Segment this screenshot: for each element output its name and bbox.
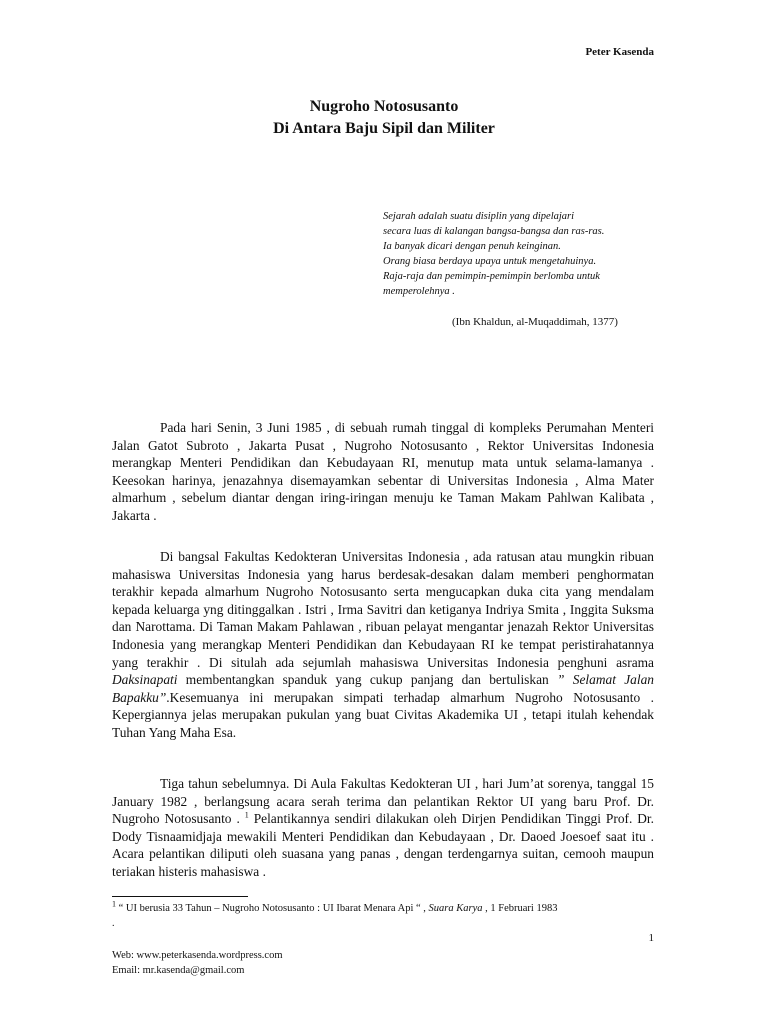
document-title xyxy=(0,96,768,140)
title-line-2: Di Antara Baju Sipil dan Militer xyxy=(273,120,495,137)
paragraph-3 xyxy=(112,775,654,881)
paragraph-text xyxy=(112,548,654,742)
paragraph-text: Pada hari Senin, 3 Juni 1985 , di sebuah rumah tinggal di kompleks Perumahan Menteri Jalan Gatot Subroto , Jakarta Pusat , Nugroho Notosusanto , Rektor Universitas Indonesia merangkap Menteri Pendidikan dan Kebudayaan RI, menutup mata untuk selama-lamanya . Keesokan harinya, jenazahnya disemayamkan sebentar di Universitas Indonesia , Alma Mater almarhum , sebelum diantar dengan iring-iringan menuju ke Taman Makam Pahlwan Kalibata , Jakarta . xyxy=(112,420,654,523)
text-run: Pelantikannya sendiri dilakukan oleh Dirjen Pendidikan Tinggi Prof. Dr. Dody Tisnaamidjaja mewakili Menteri Pendidikan dan Kebudayaan , Dr. Daoed Joesoef saat itu . Acara pelantikan diliputi oleh suasana yang panas , dengan terdengarnya suitan, cemooh maupun teriakan histeris mahasiswa . xyxy=(112,811,654,879)
epigraph-line: secara luas di kalangan bangsa-bangsa dan ras-ras. xyxy=(383,226,605,237)
epigraph-line: Orang biasa berdaya upaya untuk mengetahuinya. xyxy=(383,256,597,267)
epigraph-line: memperolehnya . xyxy=(383,286,455,297)
footnote-italic: Suara Karya xyxy=(428,903,483,914)
text-run: Di bangsal Fakultas Kedokteran Universitas Indonesia , ada ratusan atau mungkin ribuan mahasiswa Universitas Indonesia yang harus berdesak-desakan dalam memberi penghormatan terakhir kepada almarhum Nugroho Notosusanto serta mengucapkan duka cita yang mendalam kepada keluarga yng ditinggalkan . Istri , Irma Savitri dan ketiganya Indriya Smita , Inggita Suksma dan Narottama. Di Taman Makam Pahlawan , ribuan pelayat mengantar jenazah Rektor Universitas Indonesia yang merangkap Menteri Pendidikan dan Kebudayaan RI ke tempat peristirahatannya yang terakhir . Di situlah ada sejumlah mahasiswa Universitas Indonesia penghuni asrama xyxy=(112,549,654,670)
title-line-1: Nugroho Notosusanto xyxy=(309,98,459,115)
text-run: Tiga tahun sebelumnya. Di Aula Fakultas Kedokteran UI , hari Jum’at sorenya, tanggal 15 January 1982 , berlangsung acara serah terima dan pelantikan Rektor UI yang baru Prof. Dr. Nugroho Notosusanto . xyxy=(112,776,654,827)
page-number: 1 xyxy=(648,932,654,944)
footnote-divider xyxy=(112,896,248,897)
page-footer xyxy=(112,948,283,978)
italic-text: ” Selamat Jalan Bapakku” xyxy=(112,672,654,705)
footnote-dot: . xyxy=(112,918,115,929)
paragraph-1 xyxy=(112,419,654,525)
paragraph-text xyxy=(112,775,654,881)
epigraph-line: Raja-raja dan pemimpin-pemimpin berlomba untuk xyxy=(383,271,600,282)
epigraph-source: (Ibn Khaldun, al-Muqaddimah, 1377) xyxy=(452,316,618,328)
epigraph-line: Sejarah adalah suatu disiplin yang dipelajari xyxy=(383,211,575,222)
footer-email[interactable]: Email: mr.kasenda@gmail.com xyxy=(112,965,245,976)
paragraph-2 xyxy=(112,548,654,742)
footnote-text: , 1 Februari 1983 xyxy=(485,903,558,914)
author-name: Peter Kasenda xyxy=(585,46,654,58)
text-run: membentangkan spanduk yang cukup panjang dan bertuliskan xyxy=(177,672,558,688)
footnote-text: “ UI berusia 33 Tahun – Nugroho Notosusanto : UI Ibarat Menara Api “ , xyxy=(116,903,426,914)
footnote xyxy=(112,899,672,916)
text-run: .Kesemuanya ini merupakan simpati terhadap almarhum Nugroho Notosusanto . Kepergiannya jelas merupakan pukulan yang buat Civitas Akademika UI , tetapi itulah kehendak Tuhan Yang Maha Esa. xyxy=(112,689,654,740)
footer-web[interactable]: Web: www.peterkasenda.wordpress.com xyxy=(112,950,283,961)
italic-text: Daksinapati xyxy=(112,672,178,688)
footnote-reference[interactable]: 1 xyxy=(244,810,249,820)
footnote-marker: 1 xyxy=(112,899,116,909)
epigraph-line: Ia banyak dicari dengan penuh keinginan. xyxy=(383,241,561,252)
epigraph xyxy=(383,209,663,299)
